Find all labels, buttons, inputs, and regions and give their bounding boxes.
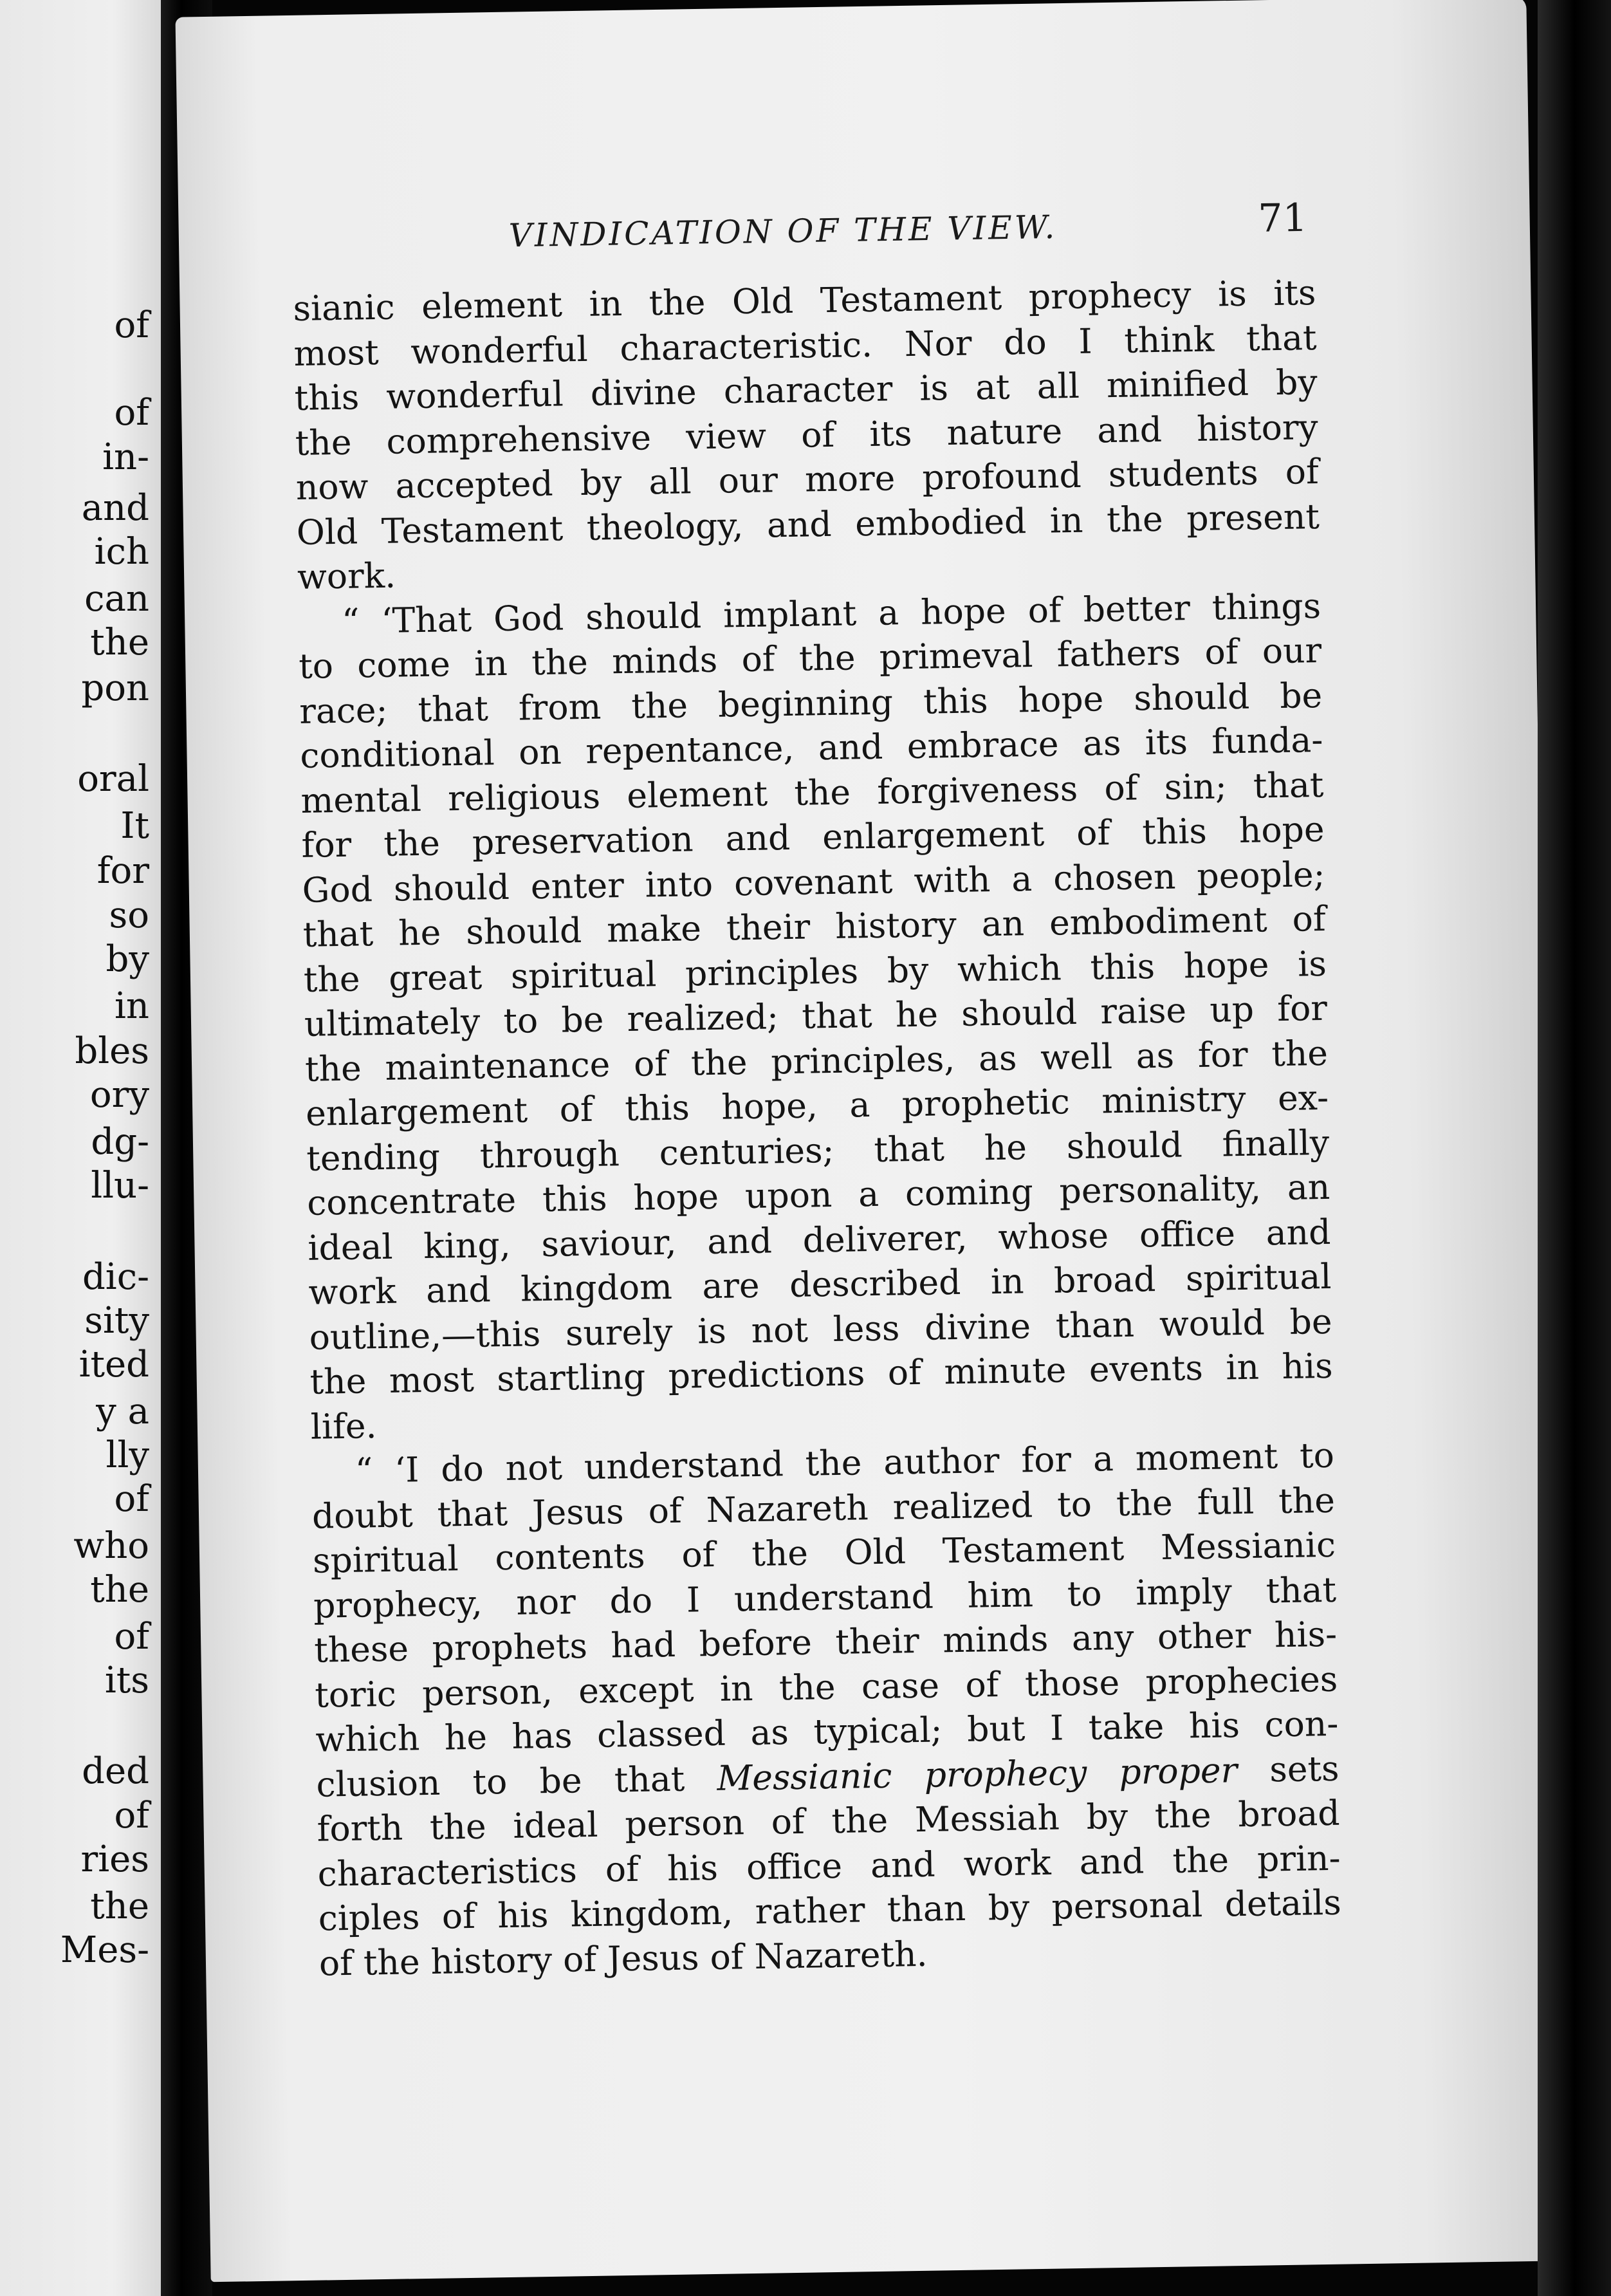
left-page-fragment: of <box>114 1794 149 1837</box>
left-page-fragment: of <box>114 392 149 434</box>
left-facing-page <box>0 0 161 2296</box>
left-page-fragment: in <box>115 985 149 1027</box>
left-page-fragment: dg- <box>91 1121 149 1163</box>
text-line: doubt that Jesus of Nazareth realized to the full the <box>311 1479 1336 1537</box>
left-page-fragment: the <box>90 1569 149 1611</box>
left-page-fragment: bles <box>75 1030 149 1073</box>
text-line: most wonderful characteristic. Nor do I think that <box>293 317 1317 374</box>
left-page-fragment: lly <box>106 1434 149 1477</box>
left-page-fragment: of <box>114 1478 149 1521</box>
text-line: toric person, except in the case of those prophecies <box>314 1658 1338 1716</box>
text-line: ideal king, saviour, and deliverer, whose office and <box>307 1211 1331 1268</box>
text-line: “ ‘I do not understand the author for a moment to <box>354 1434 1335 1491</box>
left-page-fragment: by <box>106 938 149 980</box>
left-page-fragment: pon <box>81 667 149 709</box>
text-line: that he should make their history an embodiment of <box>302 898 1327 955</box>
text-line: ultimately to be realized; that he should raise up for <box>304 987 1328 1044</box>
left-page-fragment: Mes- <box>60 1929 149 1971</box>
text-line: outline,—this surely is not less divine than would be <box>309 1301 1332 1358</box>
left-page-fragment: dic- <box>82 1255 149 1298</box>
left-page-fragment: of <box>114 304 149 346</box>
left-page-fragment: oral <box>77 758 149 800</box>
left-page-fragment: for <box>97 850 149 893</box>
page-number: 71 <box>1257 195 1308 241</box>
text-line: these prophets had before their minds any other his- <box>313 1613 1338 1671</box>
text-line: conditional on repentance, and embrace as its funda- <box>299 719 1323 776</box>
text-line: life. <box>310 1405 378 1447</box>
left-page-fragment: ich <box>94 531 149 573</box>
text-line: Old Testament theology, and embodied in the present <box>296 495 1320 553</box>
text-line: race; that from the beginning this hope should be <box>299 674 1323 732</box>
text-line: prophecy, nor do I understand him to imply that <box>313 1569 1337 1626</box>
left-page-fragment: ries <box>80 1838 149 1880</box>
text-line: sianic element in the Old Testament prophecy is its <box>293 272 1316 329</box>
left-page-fragment: and <box>81 487 149 530</box>
text-line: of the history of Jesus of Nazareth. <box>318 1933 928 1984</box>
left-page-fragment: It <box>120 804 149 847</box>
text-line: now accepted by all our more profound students of <box>295 450 1320 508</box>
left-page-fragment: ited <box>78 1344 149 1385</box>
text-line: the most startling predictions of minute events in his <box>309 1345 1334 1402</box>
left-page-fragment: who <box>73 1525 149 1568</box>
text-line: ciples of his kingdom, rather than by personal details <box>318 1882 1342 1939</box>
text-line: the comprehensive view of its nature and history <box>295 406 1319 463</box>
text-segment: sets <box>1237 1748 1339 1790</box>
text-line: concentrate this hope upon a coming personality, an <box>306 1166 1330 1223</box>
left-page-fragment: ory <box>89 1074 149 1116</box>
text-line: God should enter into covenant with a chosen people; <box>302 853 1326 911</box>
italic-phrase: Messianic prophecy proper <box>716 1749 1238 1799</box>
text-line: this wonderful divine character is at all minified by <box>294 362 1318 418</box>
left-page-fragment: in- <box>102 436 149 478</box>
left-page-fragment: sity <box>84 1299 149 1342</box>
left-page-fragment: the <box>90 1885 149 1927</box>
text-line: forth the ideal person of the Messiah by the broad <box>317 1792 1340 1849</box>
left-page-fragment: ded <box>82 1750 149 1793</box>
text-line: “ ‘That God should implant a hope of better things <box>341 585 1321 642</box>
text-line: work and kingdom are described in broad spiritual <box>308 1255 1332 1313</box>
running-title: VINDICATION OF THE VIEW. <box>508 208 1058 255</box>
text-line: spiritual contents of the Old Testament Messianic <box>312 1524 1336 1581</box>
text-line: for the preservation and enlargement of this hope <box>301 808 1325 866</box>
left-page-fragment: can <box>84 578 149 620</box>
text-segment: clusion to be that <box>316 1757 717 1805</box>
left-page-fragment: y a <box>96 1390 149 1432</box>
left-page-fragment: so <box>109 894 149 936</box>
text-line: work. <box>297 555 396 597</box>
text-line: to come in the minds of the primeval fathers of our <box>298 629 1322 687</box>
text-line: the maintenance of the principles, as well as for the <box>304 1032 1329 1089</box>
text-line: which he has classed as typical; but I take his con- <box>315 1703 1339 1760</box>
left-page-fragment: its <box>104 1660 149 1702</box>
text-line: characteristics of his office and work and the prin- <box>317 1837 1341 1894</box>
body-text <box>293 270 1342 1986</box>
text-line: the great spiritual principles by which this hope is <box>303 943 1327 1000</box>
left-page-fragment: llu- <box>91 1165 149 1207</box>
left-page-fragment: the <box>90 622 149 664</box>
text-line: tending through centuries; that he should finally <box>306 1122 1330 1179</box>
text-line: enlargement of this hope, a prophetic ministry ex- <box>305 1077 1329 1134</box>
text-line: mental religious element the forgiveness of sin; that <box>300 764 1324 821</box>
page-edge-shadow <box>1538 0 1611 2296</box>
left-page-fragment: of <box>114 1616 149 1658</box>
